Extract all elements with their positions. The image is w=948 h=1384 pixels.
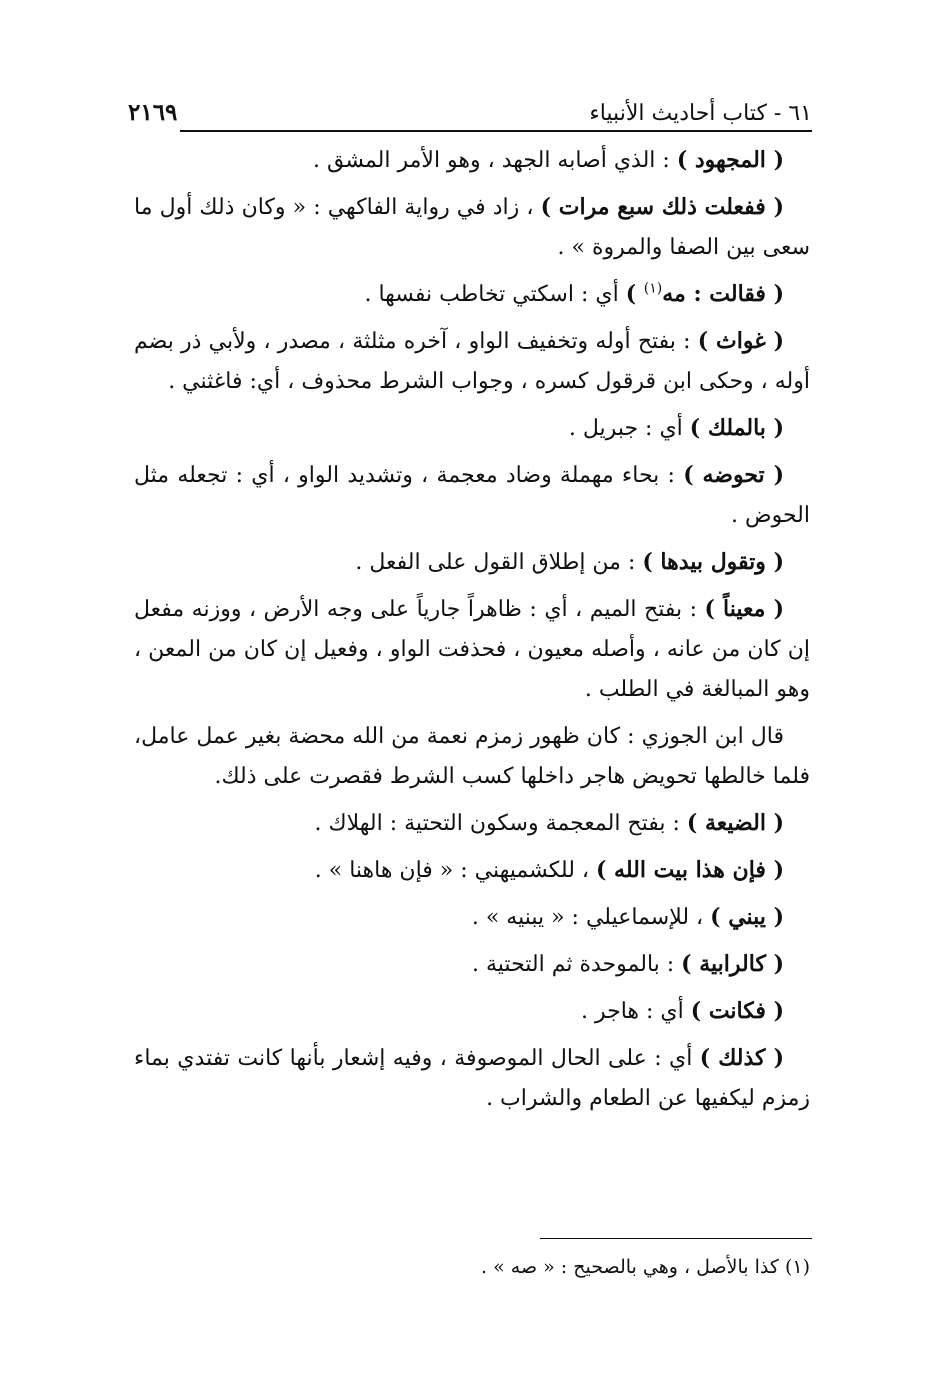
explanation: أي : اسكتي تخاطب نفسها .	[364, 282, 626, 307]
paragraph	[134, 897, 810, 938]
paragraph	[134, 140, 810, 181]
paragraph	[134, 944, 810, 985]
paragraph	[134, 589, 810, 710]
paragraph	[134, 455, 810, 536]
explanation: قال ابن الجوزي : كان ظهور زمزم نعمة من الله محضة بغير عمل عامل، فلما خالطها تحويض هاجر داخلها كسب الشرط فقصرت على ذلك.	[134, 724, 810, 789]
commentary-body	[134, 140, 810, 1125]
paragraph	[134, 850, 810, 891]
explanation: : الذي أصابه الجهد ، وهو الأمر المشق .	[312, 148, 677, 173]
explanation: : بالموحدة ثم التحتية .	[472, 952, 682, 977]
explanation: ، للإسماعيلي : « يبنيه » .	[471, 905, 711, 930]
explanation: أي : على الحال الموصوفة ، وفيه إشعار بأنها كانت تفتدي بماء زمزم ليكفيها عن الطعام والشراب .	[134, 1046, 810, 1111]
footnotes	[134, 1252, 810, 1282]
term: ( يبني )	[710, 904, 784, 930]
term: ( ففعلت ذلك سبع مرات )	[540, 194, 784, 220]
paragraph	[134, 803, 810, 844]
term: ( غواث )	[697, 328, 784, 354]
paragraph	[134, 991, 810, 1032]
header-rule	[180, 130, 812, 132]
explanation: : بفتح المعجمة وسكون التحتية : الهلاك .	[314, 811, 687, 836]
running-header	[128, 86, 812, 126]
paragraph	[134, 542, 810, 583]
explanation: أي : جبريل .	[568, 416, 690, 441]
paragraph	[134, 321, 810, 402]
explanation: : من إطلاق القول على الفعل .	[355, 550, 643, 575]
paragraph	[134, 716, 810, 797]
explanation: أي : هاجر .	[581, 999, 691, 1024]
term: ( بالملك )	[689, 415, 784, 441]
explanation: ، للكشميهني : « فإن هاهنا » .	[314, 858, 596, 883]
term: ( معيناً )	[704, 596, 784, 622]
term: ( تحوضه )	[683, 462, 784, 488]
explanation: : بفتح الميم ، أي : ظاهراً جارياً على وجه الأرض ، ووزنه مفعل إن كان من عانه ، وأصله معيون ، فحذفت الواو ، وفعيل إن كان من المعن ، وهو المبالغة في الطلب .	[134, 597, 810, 702]
paragraph	[134, 187, 810, 268]
chapter-title: ٦١ - كتاب أحاديث الأنبياء	[589, 101, 812, 126]
page-number: ٢١٦٩	[128, 99, 178, 126]
term: ( الضيعة )	[686, 810, 784, 836]
term: ( كالرابية )	[681, 951, 784, 977]
explanation: : بفتح أوله وتخفيف الواو ، آخره مثلثة ، مصدر ، ولأبي ذر بضم أوله ، وحكى ابن قرقول كسره ، وجواب الشرط محذوف ، أي: فاغثني .	[134, 329, 810, 394]
paragraph	[134, 274, 810, 315]
term: ( المجهود )	[676, 147, 784, 173]
explanation: : بحاء مهملة وضاد معجمة ، وتشديد الواو ، أي : تجعله مثل الحوض .	[134, 463, 810, 528]
term-close: )	[625, 281, 644, 307]
paragraph	[134, 1038, 810, 1119]
term: ( كذلك )	[699, 1045, 784, 1071]
footnote: (١) كذا بالأصل ، وهي بالصحيح : « صه » .	[481, 1256, 810, 1278]
term: ( فإن هذا بيت الله )	[595, 857, 784, 883]
explanation: ، زاد في رواية الفاكهي : « وكان ذلك أول ما سعى بين الصفا والمروة » .	[134, 195, 810, 260]
footnote-reference[interactable]: (١)	[643, 280, 663, 297]
term: ( فقالت : مه	[662, 281, 784, 307]
footnote-rule	[540, 1238, 812, 1239]
paragraph	[134, 408, 810, 449]
term: ( وتقول بيدها )	[642, 549, 784, 575]
term: ( فكانت )	[690, 998, 784, 1024]
